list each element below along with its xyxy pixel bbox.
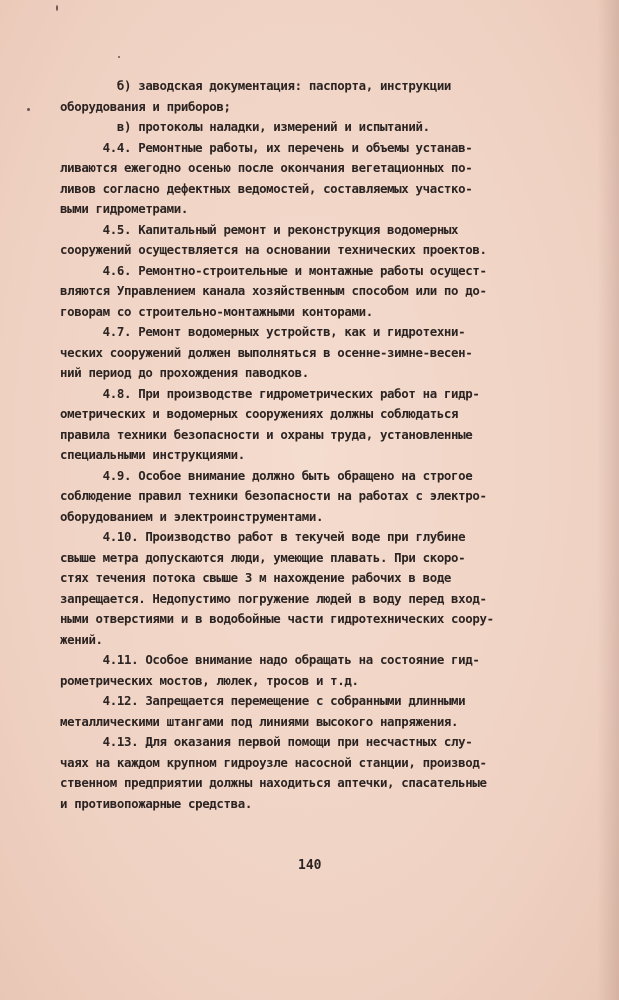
text-line: в) протоколы наладки, измерений и испытаний.	[60, 119, 430, 134]
text-line: 4.10. Производство работ в текучей воде при глубине	[60, 529, 466, 544]
text-line: 4.4. Ремонтные работы, их перечень и объемы устанав-	[60, 139, 473, 155]
text-line: 4.7. Ремонт водомерных устройств, как и гидротехни-	[60, 324, 466, 339]
text-line: свыше метра допускаются люди, умеющие плавать. При скоро-	[60, 549, 466, 565]
text-line: 4.5. Капитальный ремонт и реконструкция водомерных	[60, 221, 459, 237]
text-line: выми гидрометрами.	[60, 201, 188, 216]
text-line: специальными инструкциями.	[60, 447, 245, 462]
text-line: сооружений осуществляется на основании технических проектов.	[60, 242, 487, 257]
text-line: 4.13. Для оказания первой помощи при несчастных слу-	[60, 734, 473, 749]
text-line: жений.	[60, 631, 103, 647]
text-line: 4.11. Особое внимание надо обращать на состояние гид-	[60, 652, 480, 667]
text-line: чаях на каждом крупном гидроузле насосной станции, производ-	[60, 754, 487, 770]
text-line: правила техники безопасности и охраны труда, установленные	[60, 426, 473, 442]
paper-speck	[118, 56, 120, 58]
text-line: ственном предприятии должны находиться аптечки, спасательные	[60, 775, 487, 790]
text-line: стях течения потока свыше 3 м нахождение рабочих в воде	[60, 570, 452, 585]
text-line: оборудования и приборов;	[60, 98, 231, 114]
text-line: 4.6. Ремонтно-строительные и монтажные работы осущест-	[60, 262, 487, 278]
text-line: металлическими штангами под линиями высокого напряжения.	[60, 713, 459, 729]
text-line: оборудованием и электроинструментами.	[60, 508, 324, 524]
text-line: вляются Управлением канала хозяйственным способом или по до-	[60, 283, 487, 298]
text-line: и противопожарные средства.	[60, 795, 252, 811]
text-line: 4.8. При производстве гидрометрических работ на гидр-	[60, 385, 480, 401]
text-line: ний период до прохождения паводков.	[60, 365, 309, 380]
text-line: ными отверстиями и в водобойные части гидротехнических соору-	[60, 611, 494, 626]
paper-speck	[56, 5, 58, 11]
text-line: соблюдение правил техники безопасности на работах с электро-	[60, 488, 487, 503]
text-line: б) заводская документация: паспорта, инструкции	[60, 78, 452, 93]
document-body	[60, 76, 560, 814]
text-line: запрещается. Недопустимо погружение людей в воду перед вход-	[60, 590, 487, 606]
text-line: ливаются ежегодно осенью после окончания вегетационных по-	[60, 160, 473, 175]
paper-speck	[27, 108, 30, 111]
text-line: говорам со строительно-монтажными конторами.	[60, 303, 373, 319]
text-line: ометрических и водомерных сооружениях должны соблюдаться	[60, 406, 459, 421]
text-line: ливов согласно дефектных ведомостей, составляемых участко-	[60, 180, 473, 196]
page-edge-shadow	[597, 0, 619, 1000]
text-line: 4.9. Особое внимание должно быть обращено на строгое	[60, 467, 473, 483]
page-number: 140	[298, 858, 322, 873]
text-line: рометрических мостов, люлек, тросов и т.д.	[60, 672, 359, 688]
text-line: 4.12. Запрещается перемещение с собранными длинными	[60, 693, 466, 708]
text-line: ческих сооружений должен выполняться в осенне-зимне-весен-	[60, 344, 473, 360]
